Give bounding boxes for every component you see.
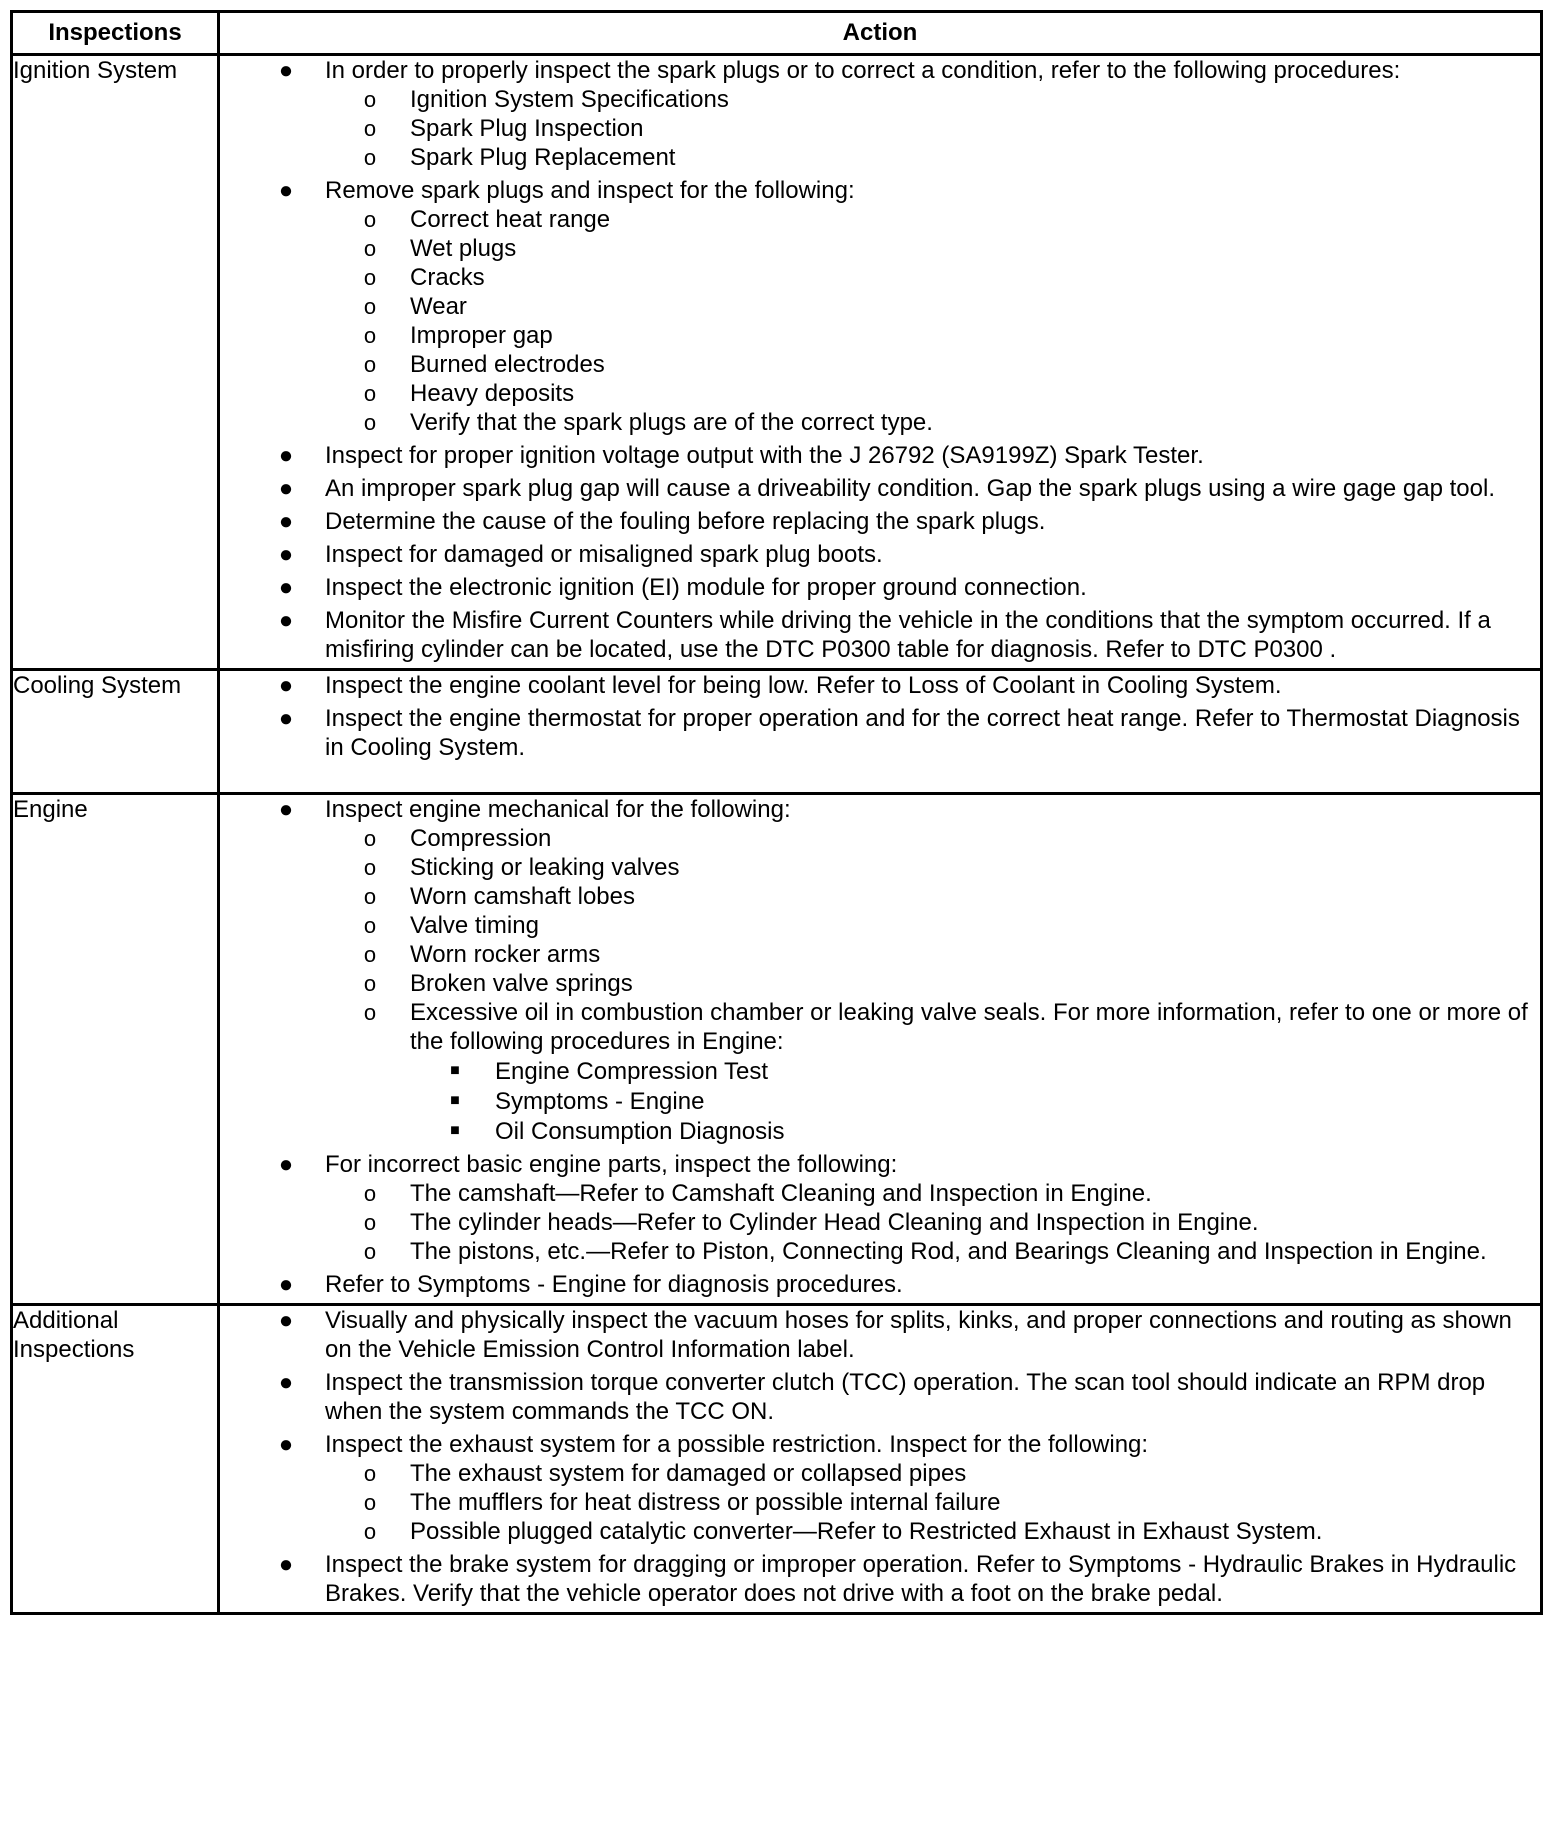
list-item-text: The exhaust system for damaged or collapsed pipes bbox=[410, 1460, 967, 1487]
table-body bbox=[12, 55, 1542, 1614]
list-item bbox=[220, 671, 1540, 700]
list-item-text: Visually and physically inspect the vacuum hoses for splits, kinks, and proper connections and routing as shown on the Vehicle Emission Control Information label. bbox=[325, 1307, 1512, 1363]
table-row bbox=[12, 55, 1542, 670]
bullet-circle-icon: o bbox=[363, 323, 377, 348]
bullet-circle-icon: o bbox=[363, 942, 377, 967]
list-item-text: Engine Compression Test bbox=[495, 1058, 769, 1085]
inspection-label: Ignition System bbox=[12, 55, 219, 670]
bullet-circle-icon: o bbox=[363, 1461, 377, 1486]
bullet-circle-icon: o bbox=[363, 265, 377, 290]
list-item bbox=[220, 540, 1540, 569]
header-action: Action bbox=[219, 12, 1542, 55]
bullet-dot-icon: ● bbox=[278, 475, 294, 502]
bullet-dot-icon: ● bbox=[278, 541, 294, 568]
bullet-square-icon: ■ bbox=[450, 1092, 460, 1109]
list-item bbox=[220, 882, 1540, 911]
list-item-text: Monitor the Misfire Current Counters while driving the vehicle in the conditions that the symptom occurred. If a misfiring cylinder can be located, use the DTC P0300 table for diagnosis. Refer to DTC P0300 . bbox=[325, 607, 1491, 663]
list-item bbox=[220, 408, 1540, 437]
bullet-circle-icon: o bbox=[363, 1000, 377, 1025]
list-item bbox=[220, 1179, 1540, 1208]
list-item bbox=[220, 350, 1540, 379]
bullet-circle-icon: o bbox=[363, 145, 377, 170]
list-item-text: Burned electrodes bbox=[410, 351, 605, 378]
list-item bbox=[220, 1459, 1540, 1488]
action-cell bbox=[219, 794, 1542, 1305]
list-item-text: Inspect the electronic ignition (EI) module for proper ground connection. bbox=[325, 574, 1087, 601]
bullet-dot-icon: ● bbox=[278, 177, 294, 204]
list-item bbox=[220, 1488, 1540, 1517]
list-item-text: Excessive oil in combustion chamber or leaking valve seals. For more information, refer to one or more of the following procedures in Engine: bbox=[410, 999, 1528, 1055]
list-item bbox=[220, 1368, 1540, 1426]
list-item bbox=[220, 1430, 1540, 1546]
action-cell bbox=[219, 1305, 1542, 1614]
list-item-text: Worn rocker arms bbox=[410, 941, 601, 968]
list-item bbox=[220, 234, 1540, 263]
bullet-list-level-2 bbox=[325, 824, 1540, 1146]
bullet-circle-icon: o bbox=[363, 410, 377, 435]
inspection-label: Engine bbox=[12, 794, 219, 1305]
list-item bbox=[220, 969, 1540, 998]
list-item bbox=[220, 474, 1540, 503]
bullet-dot-icon: ● bbox=[278, 1271, 294, 1298]
bullet-dot-icon: ● bbox=[278, 1369, 294, 1396]
bullet-square-icon: ■ bbox=[450, 1062, 460, 1079]
list-item-text: Correct heat range bbox=[410, 206, 611, 233]
bullet-circle-icon: o bbox=[363, 855, 377, 880]
list-item-text: Heavy deposits bbox=[410, 380, 575, 407]
list-item bbox=[220, 379, 1540, 408]
list-item-text: Worn camshaft lobes bbox=[410, 883, 635, 910]
bullet-circle-icon: o bbox=[363, 207, 377, 232]
bullet-dot-icon: ● bbox=[278, 1431, 294, 1458]
bullet-circle-icon: o bbox=[363, 1210, 377, 1235]
inspection-label: Additional Inspections bbox=[12, 1305, 219, 1614]
list-item bbox=[220, 911, 1540, 940]
bullet-circle-icon: o bbox=[363, 1181, 377, 1206]
table-row bbox=[12, 794, 1542, 1305]
bullet-circle-icon: o bbox=[363, 884, 377, 909]
header-row bbox=[12, 12, 1542, 55]
list-item bbox=[220, 606, 1540, 664]
list-item bbox=[220, 263, 1540, 292]
bullet-dot-icon: ● bbox=[278, 705, 294, 732]
list-item bbox=[220, 321, 1540, 350]
list-item-text: Valve timing bbox=[410, 912, 539, 939]
inspection-label: Cooling System bbox=[12, 670, 219, 794]
bullet-list-level-1 bbox=[220, 56, 1540, 664]
list-item bbox=[220, 1057, 1540, 1086]
list-item-text: The cylinder heads—Refer to Cylinder Head Cleaning and Inspection in Engine. bbox=[410, 1209, 1259, 1236]
header-inspections: Inspections bbox=[12, 12, 219, 55]
table-row bbox=[12, 670, 1542, 794]
bullet-square-icon: ■ bbox=[450, 1122, 460, 1139]
list-item-text: Compression bbox=[410, 825, 552, 852]
list-item bbox=[220, 292, 1540, 321]
bullet-circle-icon: o bbox=[363, 971, 377, 996]
bullet-list-level-3 bbox=[410, 1057, 1540, 1146]
list-item-text: Determine the cause of the fouling before replacing the spark plugs. bbox=[325, 508, 1046, 535]
bullet-list-level-2 bbox=[325, 205, 1540, 437]
bullet-list-level-1 bbox=[220, 671, 1540, 762]
list-item-text: Symptoms - Engine bbox=[495, 1088, 705, 1115]
list-item bbox=[220, 1270, 1540, 1299]
list-item-text: Wear bbox=[410, 293, 467, 320]
list-item-text: Inspect the engine coolant level for being low. Refer to Loss of Coolant in Cooling System. bbox=[325, 672, 1282, 699]
list-item bbox=[220, 824, 1540, 853]
list-item-text: Remove spark plugs and inspect for the following: bbox=[325, 177, 855, 204]
list-item-text: Sticking or leaking valves bbox=[410, 854, 680, 881]
bullet-dot-icon: ● bbox=[278, 796, 294, 823]
list-item bbox=[220, 1208, 1540, 1237]
bullet-list-level-1 bbox=[220, 1306, 1540, 1608]
bullet-circle-icon: o bbox=[363, 1490, 377, 1515]
list-item bbox=[220, 114, 1540, 143]
list-item-text: Inspect the exhaust system for a possible restriction. Inspect for the following: bbox=[325, 1431, 1149, 1458]
bullet-circle-icon: o bbox=[363, 1519, 377, 1544]
list-item-text: Inspect engine mechanical for the following: bbox=[325, 796, 791, 823]
list-item-text: Inspect the transmission torque converter clutch (TCC) operation. The scan tool should indicate an RPM drop when the system commands the TCC ON. bbox=[325, 1369, 1486, 1425]
list-item bbox=[220, 143, 1540, 172]
bullet-dot-icon: ● bbox=[278, 1307, 294, 1334]
bullet-list-level-2 bbox=[325, 85, 1540, 172]
bullet-dot-icon: ● bbox=[278, 672, 294, 699]
list-item-text: Possible plugged catalytic converter—Refer to Restricted Exhaust in Exhaust System. bbox=[410, 1518, 1323, 1545]
list-item bbox=[220, 56, 1540, 172]
action-cell bbox=[219, 55, 1542, 670]
list-item bbox=[220, 573, 1540, 602]
bullet-circle-icon: o bbox=[363, 236, 377, 261]
list-item-text: Improper gap bbox=[410, 322, 553, 349]
bullet-dot-icon: ● bbox=[278, 57, 294, 84]
list-item-text: Broken valve springs bbox=[410, 970, 633, 997]
list-item-text: Spark Plug Replacement bbox=[410, 144, 676, 171]
list-item-text: The mufflers for heat distress or possible internal failure bbox=[410, 1489, 1001, 1516]
list-item-text: Inspect the engine thermostat for proper operation and for the correct heat range. Refer to Thermostat Diagnosis in Cooling System. bbox=[325, 705, 1520, 761]
list-item bbox=[220, 85, 1540, 114]
list-item bbox=[220, 940, 1540, 969]
list-item-text: For incorrect basic engine parts, inspect the following: bbox=[325, 1151, 898, 1178]
list-item-text: Oil Consumption Diagnosis bbox=[495, 1118, 785, 1145]
list-item bbox=[220, 205, 1540, 234]
list-item-text: Spark Plug Inspection bbox=[410, 115, 644, 142]
action-cell bbox=[219, 670, 1542, 794]
bullet-dot-icon: ● bbox=[278, 508, 294, 535]
bullet-list-level-1 bbox=[220, 795, 1540, 1299]
list-item-text: Verify that the spark plugs are of the correct type. bbox=[410, 409, 933, 436]
bullet-circle-icon: o bbox=[363, 352, 377, 377]
list-item-text: Inspect the brake system for dragging or improper operation. Refer to Symptoms - Hydraulic Brakes in Hydraulic Brakes. Verify that the vehicle operator does not drive with a foot on the brake pedal. bbox=[325, 1551, 1517, 1607]
list-item bbox=[220, 1087, 1540, 1116]
bullet-dot-icon: ● bbox=[278, 1551, 294, 1578]
bullet-dot-icon: ● bbox=[278, 1151, 294, 1178]
list-item bbox=[220, 704, 1540, 762]
list-item-text: The camshaft—Refer to Camshaft Cleaning and Inspection in Engine. bbox=[410, 1180, 1152, 1207]
list-item bbox=[220, 853, 1540, 882]
list-item bbox=[220, 507, 1540, 536]
list-item bbox=[220, 1117, 1540, 1146]
list-item bbox=[220, 998, 1540, 1146]
list-item bbox=[220, 441, 1540, 470]
bullet-list-level-2 bbox=[325, 1179, 1540, 1266]
list-item-text: In order to properly inspect the spark plugs or to correct a condition, refer to the following procedures: bbox=[325, 57, 1401, 84]
list-item bbox=[220, 1150, 1540, 1266]
bullet-dot-icon: ● bbox=[278, 607, 294, 634]
bullet-circle-icon: o bbox=[363, 913, 377, 938]
list-item bbox=[220, 176, 1540, 437]
table-row bbox=[12, 1305, 1542, 1614]
list-item bbox=[220, 1550, 1540, 1608]
list-item-text: Refer to Symptoms - Engine for diagnosis procedures. bbox=[325, 1271, 903, 1298]
list-item-text: Inspect for proper ignition voltage output with the J 26792 (SA9199Z) Spark Tester. bbox=[325, 442, 1204, 469]
list-item-text: An improper spark plug gap will cause a driveability condition. Gap the spark plugs using a wire gage gap tool. bbox=[325, 475, 1495, 502]
list-item-text: Wet plugs bbox=[410, 235, 517, 262]
list-item-text: Inspect for damaged or misaligned spark plug boots. bbox=[325, 541, 883, 568]
list-item bbox=[220, 1306, 1540, 1364]
bullet-list-level-2 bbox=[325, 1459, 1540, 1546]
bullet-circle-icon: o bbox=[363, 381, 377, 406]
bullet-dot-icon: ● bbox=[278, 442, 294, 469]
bullet-circle-icon: o bbox=[363, 1239, 377, 1264]
list-item-text: Ignition System Specifications bbox=[410, 86, 729, 113]
bullet-dot-icon: ● bbox=[278, 574, 294, 601]
bullet-circle-icon: o bbox=[363, 826, 377, 851]
bullet-circle-icon: o bbox=[363, 116, 377, 141]
list-item-text: The pistons, etc.—Refer to Piston, Connecting Rod, and Bearings Cleaning and Inspection in Engine. bbox=[410, 1238, 1487, 1265]
list-item bbox=[220, 1517, 1540, 1546]
inspections-table bbox=[10, 10, 1543, 1615]
list-item bbox=[220, 1237, 1540, 1266]
bullet-circle-icon: o bbox=[363, 87, 377, 112]
list-item bbox=[220, 795, 1540, 1146]
list-item-text: Cracks bbox=[410, 264, 485, 291]
bullet-circle-icon: o bbox=[363, 294, 377, 319]
